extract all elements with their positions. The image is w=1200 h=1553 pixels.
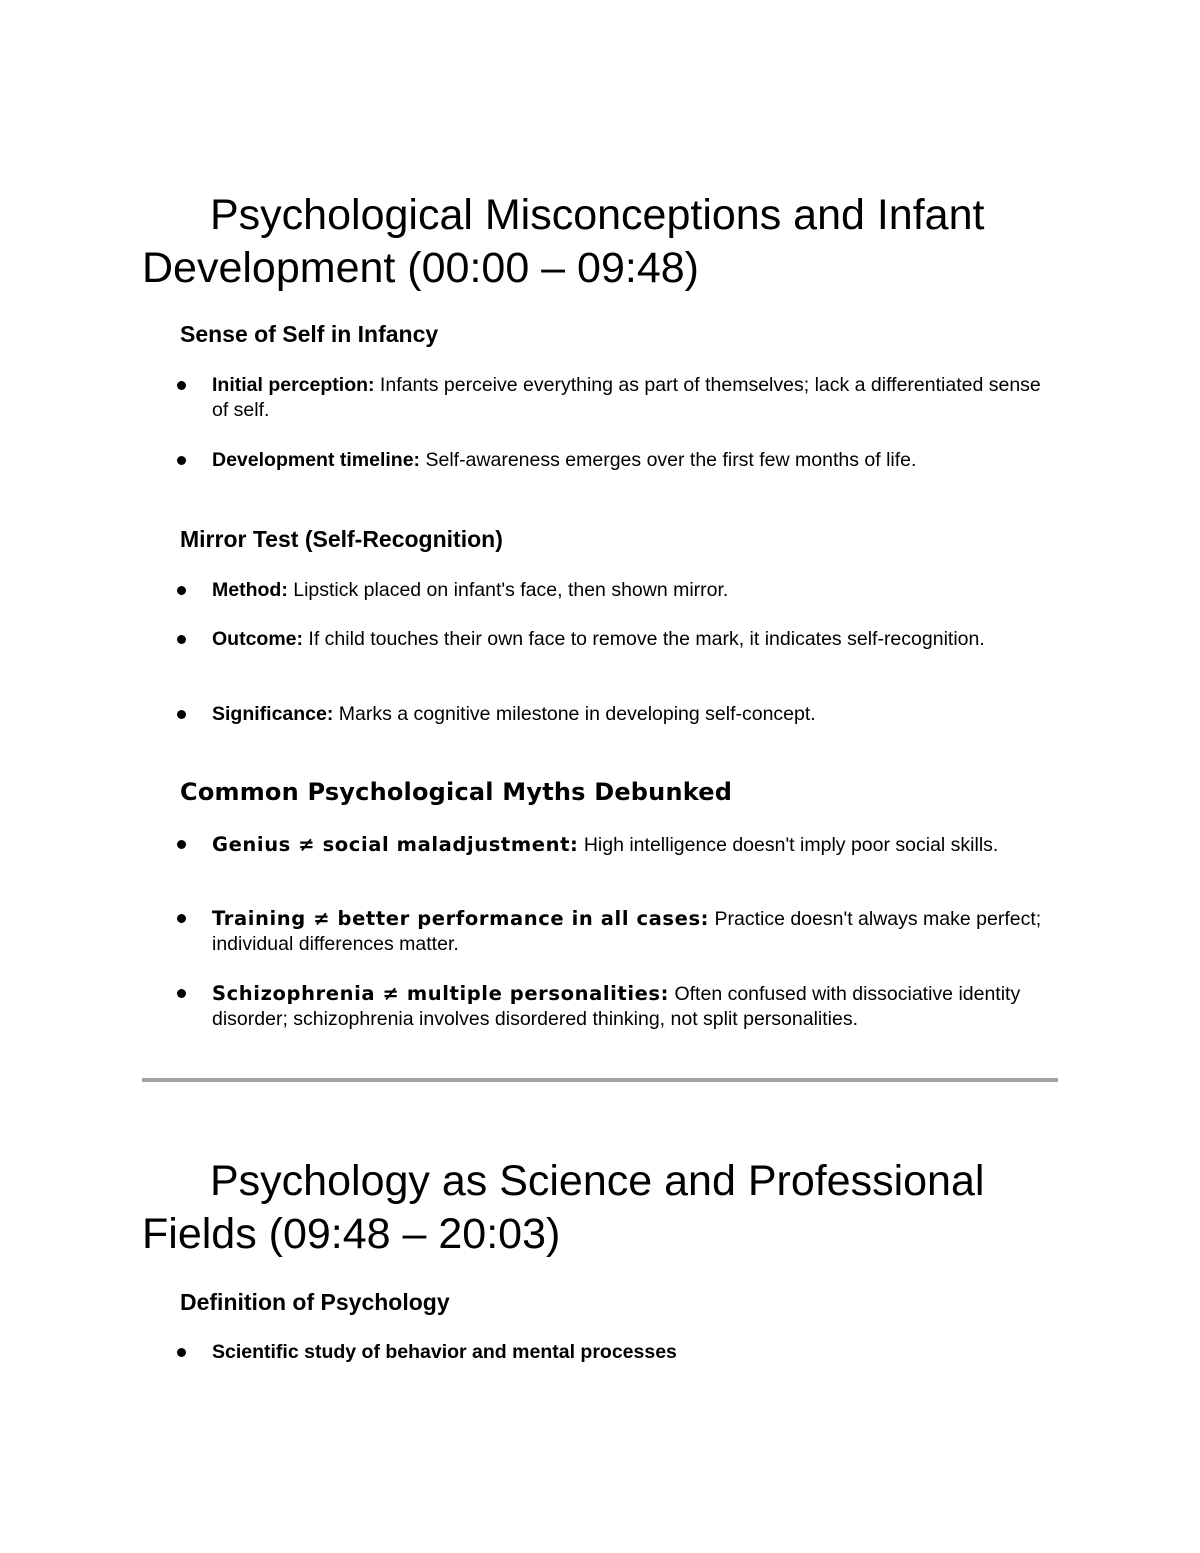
item-text: Practice doesn't always make perfect; individual differences matter. (212, 908, 1042, 955)
item-text: Marks a cognitive milestone in developing self-concept. (333, 703, 816, 725)
bullet-icon (177, 381, 186, 390)
subsection-heading: Mirror Test (Self-Recognition) (180, 526, 503, 552)
item-label: Outcome: (212, 628, 304, 650)
item-label: Schizophrenia ≠ multiple personalities: (212, 982, 670, 1005)
bullet-icon (177, 989, 186, 998)
section-title: Psychology as Science and Professional Fields (09:48 – 20:03) (142, 1157, 985, 1258)
item-text: Infants perceive everything as part of themselves; lack a differentiated sense of self. (212, 374, 1041, 421)
bullet-icon (177, 1348, 186, 1357)
list-item (212, 448, 1042, 473)
list-item (212, 627, 1042, 652)
item-label: Initial perception: (212, 374, 375, 396)
item-text: If child touches their own face to remove the mark, it indicates self-recognition. (303, 628, 985, 650)
item-label: Development timeline: (212, 449, 421, 471)
bullet-icon (177, 456, 186, 465)
list-item (212, 832, 1042, 858)
list-item (212, 373, 1042, 423)
bullet-icon (177, 586, 186, 595)
list-item (212, 578, 1042, 603)
item-label: Scientific study of behavior and mental processes (212, 1341, 677, 1363)
list-item (212, 981, 1042, 1032)
bullet-icon (177, 914, 186, 923)
subsection-heading: Definition of Psychology (180, 1289, 450, 1315)
list-item (212, 906, 1042, 957)
item-text: High intelligence doesn't imply poor social skills. (578, 834, 999, 856)
item-label: Significance: (212, 703, 334, 725)
item-label: Genius ≠ social maladjustment: (212, 833, 579, 856)
bullet-icon (177, 840, 186, 849)
section-title: Psychological Misconceptions and Infant Development (00:00 – 09:48) (142, 191, 985, 292)
item-label: Method: (212, 579, 288, 601)
item-text: Lipstick placed on infant's face, then shown mirror. (287, 579, 729, 601)
item-text: Often confused with dissociative identity disorder; schizophrenia involves disordered thinking, not split personalities. (212, 983, 1021, 1030)
item-text: Self-awareness emerges over the first few months of life. (420, 449, 917, 471)
horizontal-divider (142, 1078, 1058, 1082)
item-label: Training ≠ better performance in all cases: (212, 907, 710, 930)
subsection-heading: Sense of Self in Infancy (180, 321, 439, 347)
bullet-icon (177, 635, 186, 644)
bullet-icon (177, 710, 186, 719)
subsection-heading: Common Psychological Myths Debunked (180, 778, 733, 806)
list-item (212, 702, 1042, 727)
list-item (212, 1340, 1042, 1365)
